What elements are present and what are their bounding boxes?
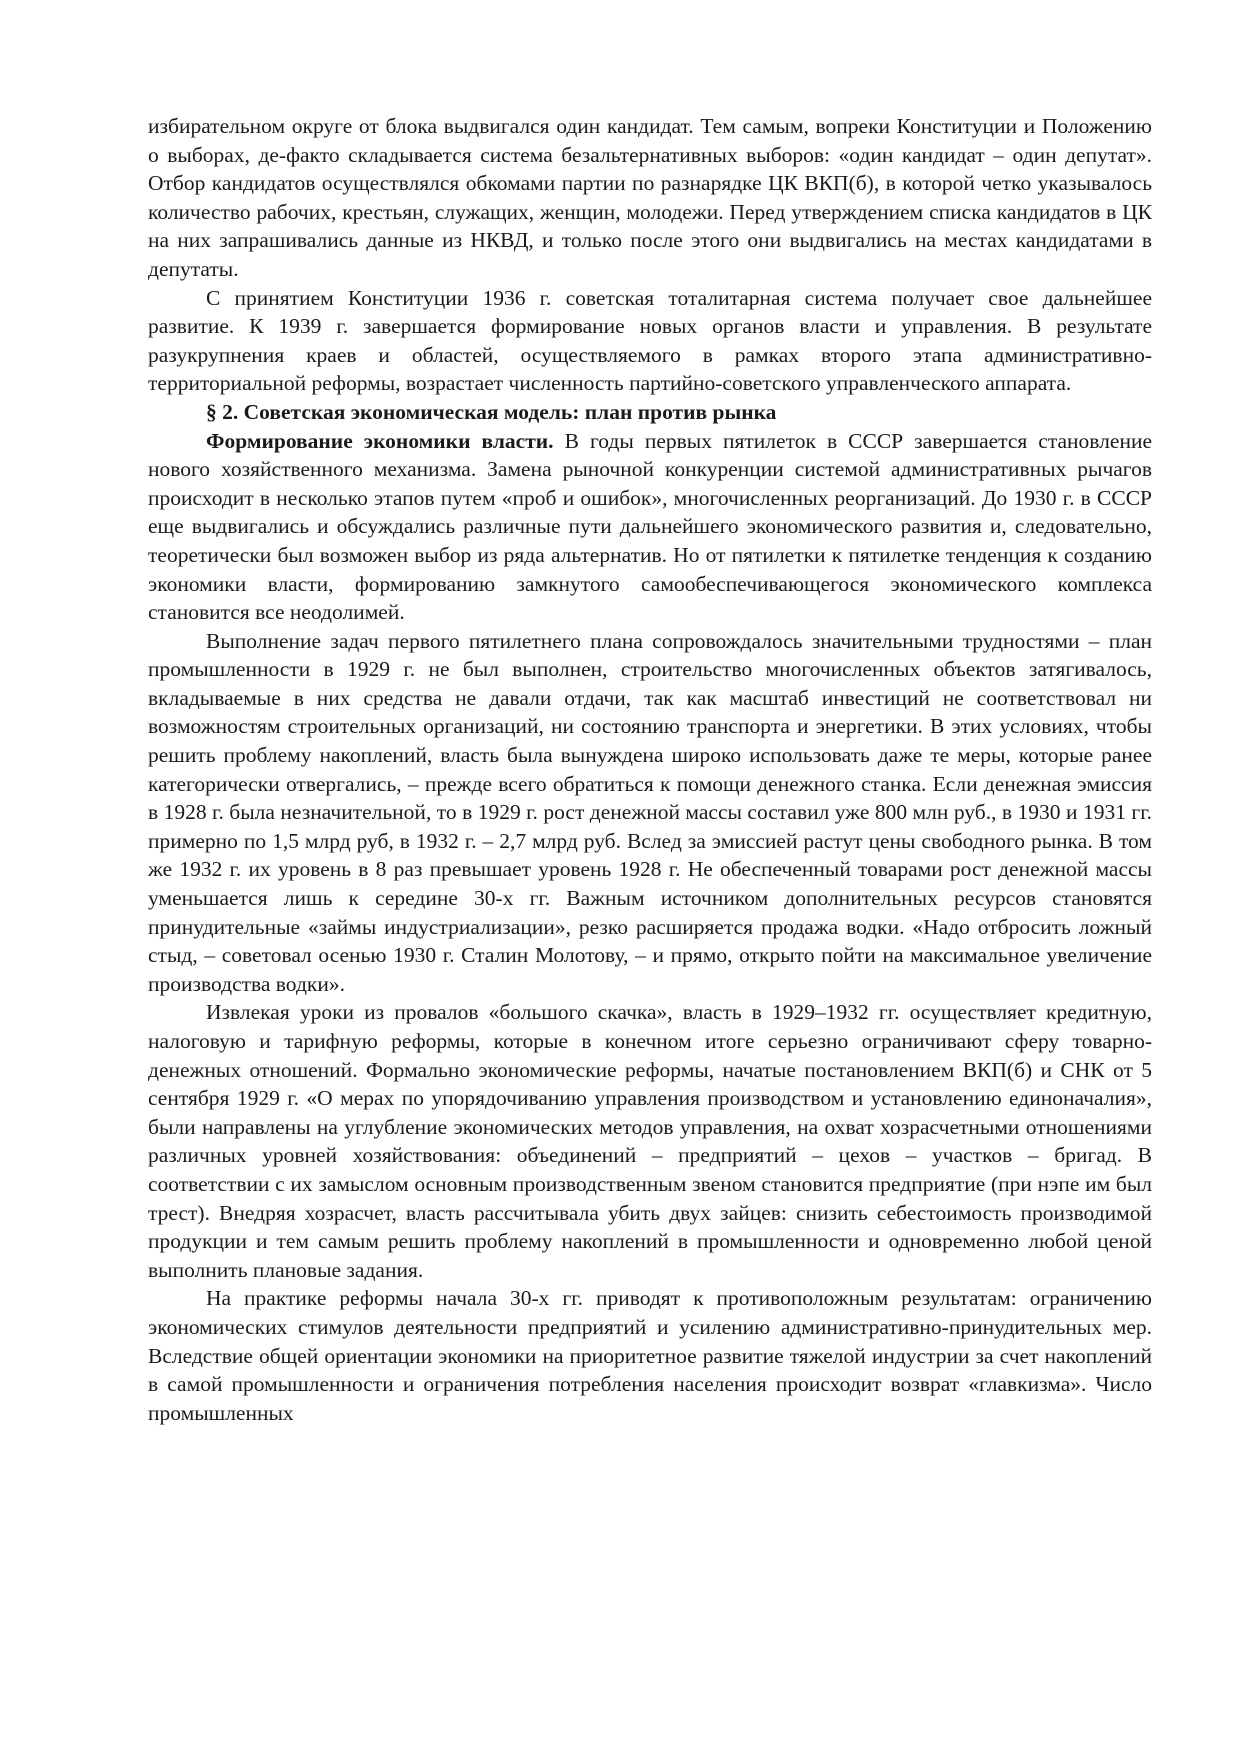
paragraph-constitution-1936: С принятием Конституции 1936 г. советская тоталитарная система получает свое дальнейшее развитие. К 1939 г. завершается формирование новых органов власти и управления. В результате разукрупнения краев и областей, осуществляемого в рамках второго этапа административно-территориальной реформы, возрастает численность партийно-советского управленческого аппарата.	[148, 285, 1152, 396]
section-heading: § 2. Советская экономическая модель: план против рынка	[206, 399, 777, 424]
paragraph-body: В годы первых пятилеток в СССР завершается становление нового хозяйственного механизма. Замена рыночной конкуренции системой административных рычагов происходит в несколько этапов путем «проб и ошибок», многочисленных реорганизаций. До 1930 г. в СССР еще выдвигались и обсуждались различные пути дальнейшего экономического развития и, следовательно, теоретически был возможен выбор из ряда альтернатив. Но от пятилетки к пятилетке тенденция к созданию экономики власти, формированию замкнутого самообеспечивающегося экономического комплекса становится все неодолимей.	[148, 428, 1152, 625]
paragraph-economy-formation	[148, 427, 1152, 627]
paragraph-reform-results: На практике реформы начала 30-х гг. приводят к противоположным результатам: ограничению экономических стимулов деятельности предприятий и усилению административно-принудительных мер. Вследствие общей ориентации экономики на приоритетное развитие тяжелой индустрии за счет накоплений в самой промышленности и ограничения потребления населения происходит возврат «главкизма». Число промышленных	[148, 1286, 1152, 1425]
document-page	[148, 112, 1152, 1427]
paragraph-first-five-year-plan: Выполнение задач первого пятилетнего плана сопровождалось значительными трудностями – план промышленности в 1929 г. не был выполнен, строительство многочисленных объектов затягивалось, вкладываемые в них средства не давали отдачи, так как масштаб инвестиций не соответствовал ни возможностям строительных организаций, ни состоянию транспорта и энергетики. В этих условиях, чтобы решить проблему накоплений, власть была вынуждена широко использовать даже те меры, которые ранее категорически отвергались, – прежде всего обратиться к помощи денежного станка. Если денежная эмиссия в 1928 г. была незначительной, то в 1929 г. рост денежной массы составил уже 800 млн руб., в 1930 и 1931 гг. примерно по 1,5 млрд руб, в 1932 г. – 2,7 млрд руб. Вслед за эмиссией растут цены свободного рынка. В том же 1932 г. их уровень в 8 раз превышает уровень 1928 г. Не обеспеченный товарами рост денежной массы уменьшается лишь к середине 30-х гг. Важным источником дополнительных ресурсов становятся принудительные «займы индустриализации», резко расширяется продажа водки. «Надо отбросить ложный стыд, – советовал осенью 1930 г. Сталин Молотову, – и прямо, открыто пойти на максимальное увеличение производства водки».	[148, 628, 1152, 996]
run-in-heading: Формирование экономики власти.	[206, 428, 554, 453]
paragraph-reforms-1929-1932: Извлекая уроки из провалов «большого скачка», власть в 1929–1932 гг. осуществляет кредитную, налоговую и тарифную реформы, которые в конечном итоге серьезно ограничивают сферу товарно-денежных отношений. Формально экономические реформы, начатые постановлением ВКП(б) и СНК от 5 сентября 1929 г. «О мерах по упорядочиванию управления производством и установлению единоначалия», были направлены на углубление экономических методов управления, на охват хозрасчетными отношениями различных уровней хозяйствования: объединений – предприятий – цехов – участков – бригад. В соответствии с их замыслом основным производственным звеном становится предприятие (при нэпе им был трест). Внедряя хозрасчет, власть рассчитывала убить двух зайцев: снизить себестоимость производимой продукции и тем самым решить проблему накоплений в промышленности и одновременно любой ценой выполнить плановые задания.	[148, 1000, 1152, 1282]
paragraph-continued: избирательном округе от блока выдвигался один кандидат. Тем самым, вопреки Конституции и Положению о выборах, де-факто складывается система безальтернативных выборов: «один кандидат – один депутат». Отбор кандидатов осуществлялся обкомами партии по разнарядке ЦК ВКП(б), в которой четко указывалось количество рабочих, крестьян, служащих, женщин, молодежи. Перед утверждением списка кандидатов в ЦК на них запрашивались данные из НКВД, и только после этого они выдвигались на местах кандидатами в депутаты.	[148, 114, 1152, 281]
